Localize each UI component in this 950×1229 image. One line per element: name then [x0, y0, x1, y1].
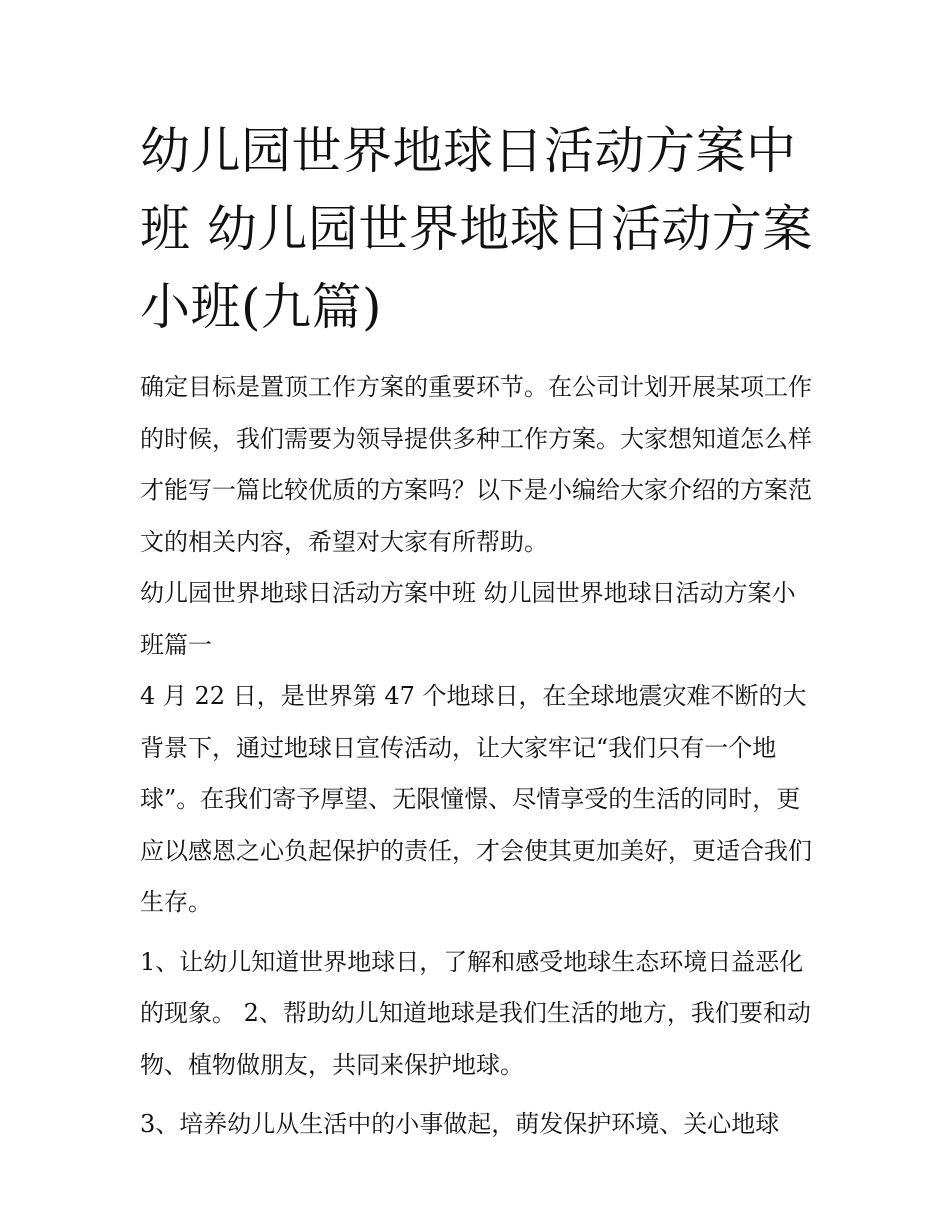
earth-day-paragraph: 4 月 22 日，是世界第 47 个地球日，在全球地震灾难不断的大背景下，通过地球日宣传活动，让大家牢记“我们只有一个地球”。在我们寄予厚望、无限憧憬、尽情享受的生活的同时，更应以感恩之心负起保护的责任，才会使其更加美好，更适合我们生存。 [140, 682, 812, 916]
document-page [140, 112, 816, 1151]
goal-3-paragraph: 3、培养幼儿从生活中的小事做起，萌发保护环境、关心地球 [140, 1110, 780, 1138]
intro-paragraph: 确定目标是置顶工作方案的重要环节。在公司计划开展某项工作的时候，我们需要为领导提供多种工作方案。大家想知道怎么样才能写一篇比较优质的方案吗？以下是小编给大家介绍的方案范文的相关内容，希望对大家有所帮助。 [140, 373, 812, 556]
section-heading: 幼儿园世界地球日活动方案中班 幼儿园世界地球日活动方案小班篇一 [140, 579, 796, 659]
document-title: 幼儿园世界地球日活动方案中班 幼儿园世界地球日活动方案小班(九篇) [140, 122, 813, 336]
goals-paragraph: 1、让幼儿知道世界地球日，了解和感受地球生态环境日益恶化的现象。 2、帮助幼儿知道地球是我们生活的地方，我们要和动物、植物做朋友，共同来保护地球。 [140, 947, 811, 1079]
